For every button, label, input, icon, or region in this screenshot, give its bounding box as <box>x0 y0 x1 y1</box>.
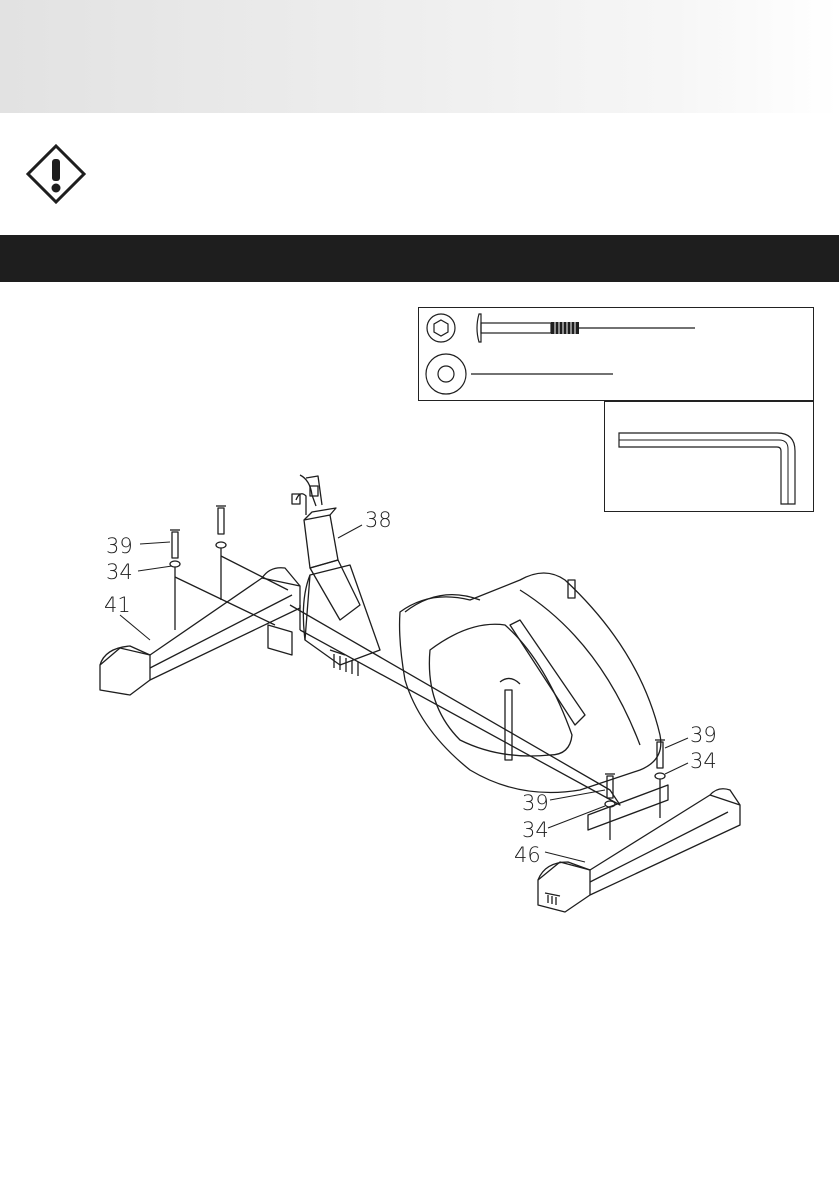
rear-stabilizer <box>538 785 740 912</box>
callout-39-left: 39 <box>106 534 133 558</box>
callout-39-right-low: 39 <box>522 791 549 815</box>
callout-34-right-low: 34 <box>522 818 549 842</box>
callout-39-right-top: 39 <box>690 723 717 747</box>
left-fasteners <box>170 506 288 630</box>
callout-46: 46 <box>514 843 541 867</box>
callout-34-right-top: 34 <box>690 749 717 773</box>
flywheel-housing <box>400 573 661 793</box>
callout-41: 41 <box>104 593 131 617</box>
callout-38: 38 <box>365 508 392 532</box>
main-frame <box>268 565 620 805</box>
callout-34-left: 34 <box>106 560 133 584</box>
leader-lines <box>120 525 688 862</box>
upright-post <box>292 475 360 620</box>
front-stabilizer <box>100 568 300 695</box>
